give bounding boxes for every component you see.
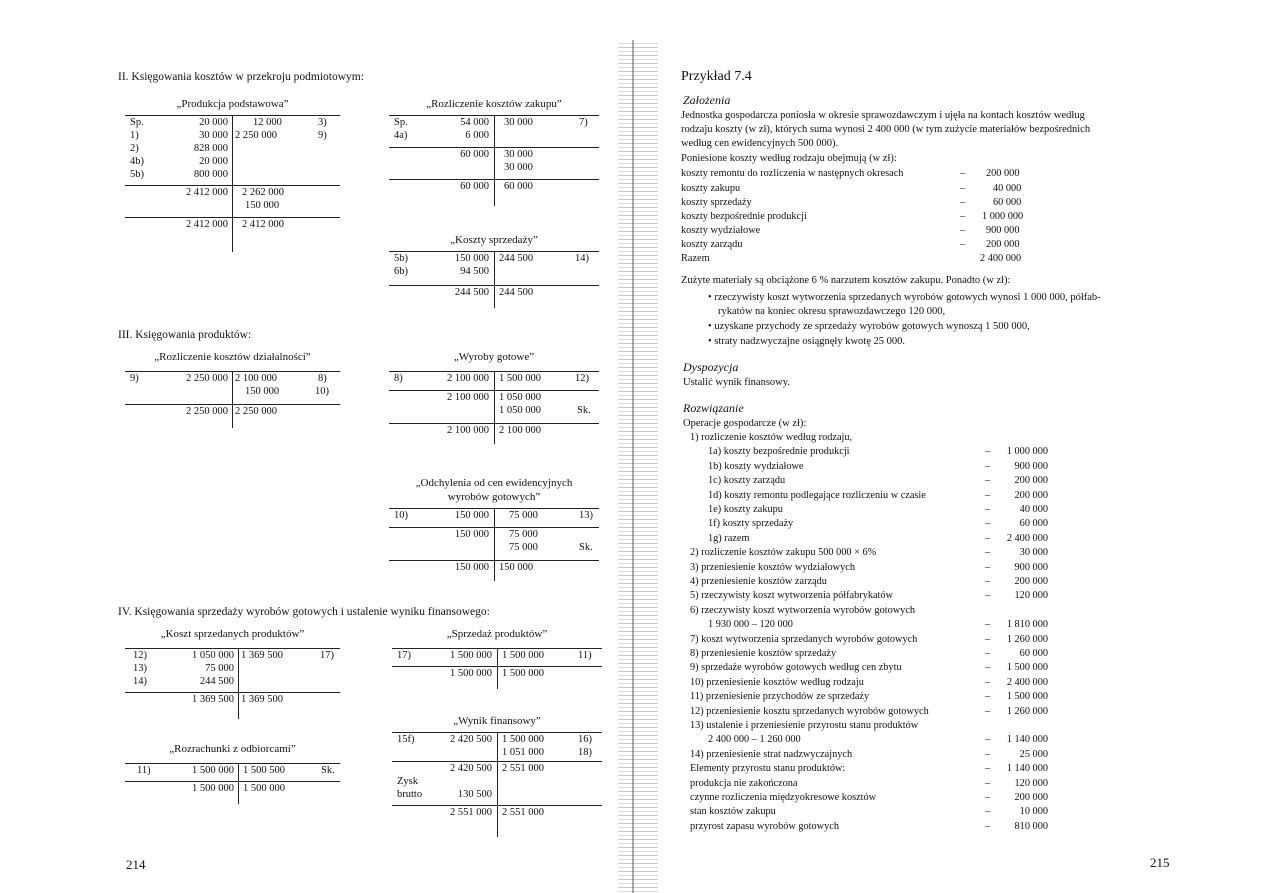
t-account-sprzedaz: „Sprzedaż produktów” 17) 1 500 000 1 500 000 11) 1 500 000 1 500 000 <box>392 627 602 689</box>
operation-label: 7) koszt wytworzenia sprzedanych wyrobów gotowych <box>690 633 918 645</box>
operation-label: 14) przeniesienie strat nadzwyczajnych <box>690 748 853 760</box>
t-account-odchylenia: „Odchylenia od cen ewidencyjnych wyrobów gotowych” 10) 150 000 75 000 13) 150 000 75 000 75 000 Sk. 150 000 150 000 <box>389 476 599 581</box>
operation-label: 1 930 000 – 120 000 <box>708 619 793 631</box>
operation-amount: 1 260 000 <box>1006 633 1048 645</box>
section-heading-ii: II. Księgowania kosztów w przekroju podmiotowym: <box>118 71 364 83</box>
bullet-3: • straty nadzwyczajne osiągnęły kwotę 25 000. <box>708 336 906 347</box>
operation-label: stan kosztów zakupu <box>690 806 776 818</box>
operation-amount: 2 400 000 <box>1006 676 1048 688</box>
operation-label: 1f) koszty sprzedaży <box>708 518 794 530</box>
operation-label: 4) przeniesienie kosztów zarządu <box>690 576 827 587</box>
operation-label: 9) sprzedaże wyrobów gotowych według cen zbytu <box>690 662 902 674</box>
operation-label: Elementy przyrostu stanu produktów: <box>690 763 846 775</box>
operation-amount: 25 000 <box>1019 748 1048 760</box>
operation-dash: – <box>985 489 991 501</box>
operation-dash: – <box>985 547 991 559</box>
section-heading-iv: IV. Księgowania sprzedaży wyrobów gotowych i ustalenie wyniku finansowego: <box>118 606 490 618</box>
operation-label: 1d) koszty remontu podlegające rozliczeniu w czasie <box>708 489 926 501</box>
bullet-1-cont: rykatów na koniec okresu sprawozdawczego 120 000, <box>718 306 946 317</box>
account-title: „Rozrachunki z odbiorcami” <box>169 743 296 755</box>
operation-label: czynne rozliczenia międzyokresowe kosztów <box>690 792 877 803</box>
account-title-line1: „Odchylenia od cen ewidencyjnych <box>415 477 573 489</box>
section-zalozenia: Założenia <box>683 93 731 107</box>
operation-label: 8) przeniesienie kosztów sprzedaży <box>690 648 837 659</box>
operation-amount: 120 000 <box>1014 777 1048 789</box>
operation-label: 11) przeniesienie przychodów ze sprzedaży <box>690 691 870 703</box>
operation-dash: – <box>985 734 991 746</box>
operation-dash: – <box>985 691 991 703</box>
para-1-line2: rodzaju koszty (w zł), których suma wynosi 2 400 000 (w tym zużycie materiałów bezpośrednich <box>681 124 1091 135</box>
operation-label: 2) rozliczenie kosztów zakupu 500 000 × 6% <box>690 547 877 559</box>
operation-dash: – <box>985 532 991 544</box>
operation-amount: 1 260 000 <box>1006 705 1048 717</box>
operation-amount: 200 000 <box>1014 475 1048 487</box>
operation-label: 3) przeniesienie kosztów wydziałowych <box>690 561 855 573</box>
operation-dash: – <box>985 662 991 674</box>
operation-dash: – <box>985 446 991 458</box>
operation-dash: – <box>985 561 991 573</box>
para-1-line1: Jednostka gospodarcza poniosła w okresie sprawozdawczym i ujęła na kontach kosztów według <box>681 110 1085 121</box>
book-gutter-line <box>632 40 634 893</box>
operation-label: 1) rozliczenie kosztów według rodzaju, <box>690 432 853 443</box>
operation-dash: – <box>985 518 991 530</box>
operation-label: 1b) koszty wydziałowe <box>708 460 804 472</box>
operation-label: produkcja nie zakończona <box>690 777 798 789</box>
t-account-wynik: „Wynik finansowy” 15f) 2 420 500 1 500 000 16) 1 051 000 18) 2 420 500 2 551 000 Zysk brutto 130 500 2 551 000 2 551 000 <box>392 714 602 837</box>
operation-dash: – <box>985 648 991 659</box>
operation-amount: 120 000 <box>1014 590 1048 602</box>
operation-dash: – <box>985 590 991 602</box>
operation-amount: 200 000 <box>1014 489 1048 501</box>
operation-dash: – <box>985 504 991 515</box>
account-title: „Koszty sprzedaży” <box>450 234 538 246</box>
section-dyspozycja: Dyspozycja <box>683 360 739 374</box>
operation-dash: – <box>985 820 991 832</box>
account-title-line2: wyrobów gotowych” <box>447 491 541 503</box>
t-account-produkcja: „Produkcja podstawowa” Sp. 20 000 12 000 3) 1) 30 000 2 250 000 9) 2) 828 000 4b) 20 000 5b) 800 000 2 412 000 2 262 000 150 000 2 412 000 2 412 000 <box>125 97 340 252</box>
operations-heading: Operacje gospodarcze (w zł): <box>683 418 807 429</box>
operation-label: 2 400 000 – 1 260 000 <box>708 734 801 746</box>
operation-dash: – <box>985 676 991 688</box>
operation-label: 12) przeniesienie kosztu sprzedanych wyrobów gotowych <box>690 705 929 717</box>
account-title: „Koszt sprzedanych produktów” <box>160 628 305 640</box>
operation-amount: 1 500 000 <box>1006 662 1048 674</box>
account-title: „Sprzedaż produktów” <box>446 628 548 640</box>
account-title: „Rozliczenie kosztów działalności” <box>154 351 311 363</box>
book-spine-shadow <box>618 40 658 893</box>
operation-dash: – <box>985 460 991 472</box>
para-3: Zużyte materiały są obciążone 6 % narzutem kosztów zakupu. Ponadto (w zł): <box>681 275 1011 286</box>
bullet-1: • rzeczywisty koszt wytworzenia sprzedanych wyrobów gotowych wynosi 1 000 000, półfab- <box>708 292 1101 303</box>
account-title: „Produkcja podstawowa” <box>176 98 289 110</box>
operation-amount: 60 000 <box>1019 648 1048 659</box>
operation-amount: 1 000 000 <box>1006 446 1048 458</box>
operation-amount: 200 000 <box>1014 792 1048 803</box>
account-title: „Wyroby gotowe” <box>453 351 535 363</box>
operation-amount: 2 400 000 <box>1006 532 1048 544</box>
account-title: „Wynik finansowy” <box>453 715 541 727</box>
section-heading-iii: III. Księgowania produktów: <box>118 329 252 341</box>
operation-dash: – <box>985 763 991 775</box>
t-account-koszty-sprzedazy: „Koszty sprzedaży” 5b) 150 000 244 500 14) 6b) 94 500 244 500 244 500 <box>389 233 599 308</box>
para-1-line3: według cen ewidencyjnych 500 000). <box>681 138 839 149</box>
operation-amount: 200 000 <box>1014 576 1048 587</box>
bullet-2: • uzyskane przychody ze sprzedaży wyrobów gotowych wynoszą 1 500 000, <box>708 321 1030 332</box>
t-account-zakup: „Rozliczenie kosztów zakupu” Sp. 54 000 30 000 7) 4a) 6 000 60 000 30 000 30 000 60 000 60 000 <box>389 97 599 206</box>
operation-amount: 60 000 <box>1019 518 1048 530</box>
operation-amount: 1 140 000 <box>1006 734 1048 746</box>
operation-label: 1c) koszty zarządu <box>708 475 786 487</box>
operation-dash: – <box>985 806 991 818</box>
operation-dash: – <box>985 619 991 631</box>
para-2: Poniesione koszty według rodzaju obejmują (w zł): <box>681 153 897 164</box>
operation-dash: – <box>985 792 991 803</box>
operation-label: 6) rzeczywisty koszt wytworzenia wyrobów gotowych <box>690 604 916 616</box>
example-title: Przykład 7.4 <box>681 69 752 84</box>
operation-dash: – <box>985 576 991 587</box>
operation-amount: 1 500 000 <box>1006 691 1048 703</box>
operation-dash: – <box>985 777 991 789</box>
operation-label: 13) ustalenie i przeniesienie przyrostu stanu produktów <box>690 720 919 731</box>
operation-amount: 900 000 <box>1014 460 1048 472</box>
operation-amount: 10 000 <box>1019 806 1048 818</box>
page-number-right: 215 <box>1150 855 1170 870</box>
t-account-wyroby: „Wyroby gotowe” 8) 2 100 000 1 500 000 12) 2 100 000 1 050 000 1 050 000 Sk. 2 100 000 2 100 000 <box>389 350 599 444</box>
operation-dash: – <box>985 475 991 487</box>
operation-dash: – <box>985 748 991 760</box>
operation-amount: 810 000 <box>1014 820 1048 832</box>
operation-amount: 1 140 000 <box>1006 763 1048 775</box>
operation-label: 1g) razem <box>708 532 750 544</box>
operation-dash: – <box>985 633 991 645</box>
page-number-left: 214 <box>126 857 146 872</box>
dyspozycja-text: Ustalić wynik finansowy. <box>683 377 790 388</box>
operation-label: 5) rzeczywisty koszt wytworzenia półfabrykatów <box>690 590 894 602</box>
t-account-rozrachunki: „Rozrachunki z odbiorcami” 11) 1 500 000 1 500 500 Sk. 1 500 000 1 500 000 <box>125 742 340 804</box>
account-title: „Rozliczenie kosztów zakupu” <box>426 98 562 110</box>
operation-amount: 30 000 <box>1019 547 1048 559</box>
t-account-dzialalnosc: „Rozliczenie kosztów działalności” 9) 2 250 000 2 100 000 8) 150 000 10) 2 250 000 2 250 000 <box>125 350 340 428</box>
t-account-koszt-sprzedanych: „Koszt sprzedanych produktów” 12) 1 050 000 1 369 500 17) 13) 75 000 14) 244 500 1 369 500 1 369 500 <box>125 627 340 719</box>
operation-label: przyrost zapasu wyrobów gotowych <box>690 820 839 832</box>
operation-amount: 900 000 <box>1014 561 1048 573</box>
operation-dash: – <box>985 705 991 717</box>
operation-label: 1a) koszty bezpośrednie produkcji <box>708 446 850 458</box>
operation-label: 1e) koszty zakupu <box>708 504 783 515</box>
section-rozwiazanie: Rozwiązanie <box>683 401 744 415</box>
operation-amount: 1 810 000 <box>1006 619 1048 631</box>
operation-label: 10) przeniesienie kosztów według rodzaju <box>690 676 864 688</box>
operation-amount: 40 000 <box>1019 504 1048 515</box>
